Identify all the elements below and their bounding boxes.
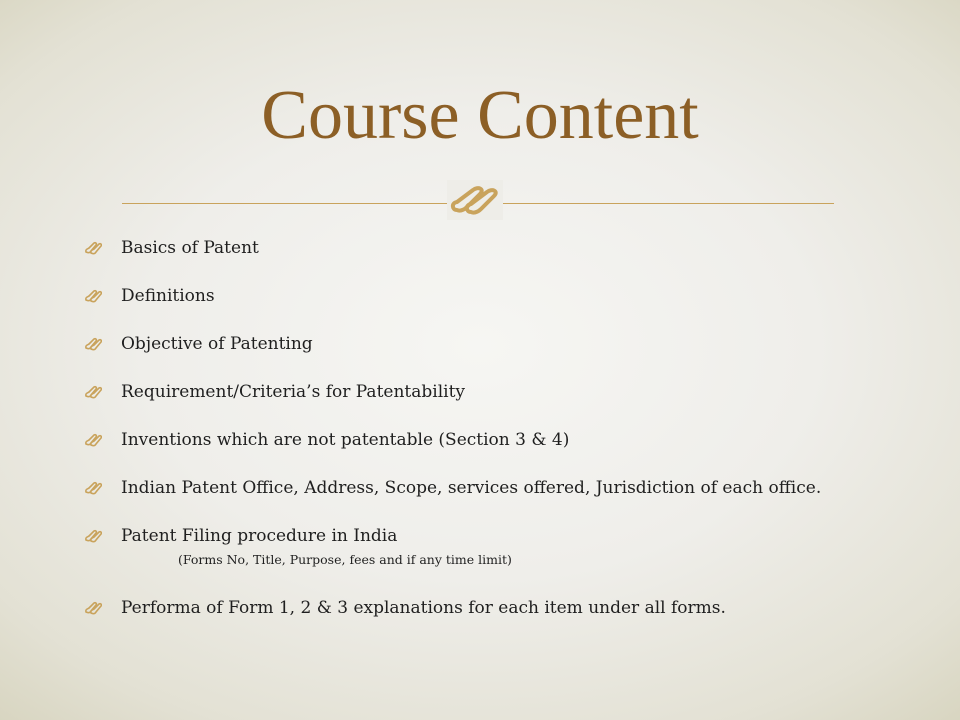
list-item [84,284,821,332]
scroll-bullet-icon [84,601,102,615]
scroll-bullet-icon [84,241,102,255]
list-item [84,428,821,476]
list-item-text: Indian Patent Office, Address, Scope, services offered, Jurisdiction of each office. [121,478,822,498]
list-item [84,596,821,644]
double-scroll-ornament-icon [447,180,503,220]
list-item-text: Patent Filing procedure in India [121,526,398,546]
list-item-text: Basics of Patent [121,238,259,258]
list-item [84,236,821,284]
list-item-text: Definitions [121,286,215,306]
scroll-bullet-icon [84,385,102,399]
scroll-bullet-icon [84,529,102,543]
scroll-bullet-icon [84,289,102,303]
list-item-text: Performa of Form 1, 2 & 3 explanations for each item under all forms. [121,598,726,618]
list-item [84,476,821,524]
list-item [84,380,821,428]
list-item-text: Objective of Patenting [121,334,313,354]
list-item-text: Inventions which are not patentable (Section 3 & 4) [121,430,570,450]
scroll-bullet-icon [84,433,102,447]
slide-title: Course Content [261,77,699,154]
list-item-text: Requirement/Criteria’s for Patentability [121,382,466,402]
list-item [84,332,821,380]
scroll-bullet-icon [84,481,102,495]
scroll-bullet-icon [84,337,102,351]
content-list [84,236,821,644]
list-item-subtext: (Forms No, Title, Purpose, fees and if any time limit) [178,552,512,567]
list-item [84,524,821,596]
